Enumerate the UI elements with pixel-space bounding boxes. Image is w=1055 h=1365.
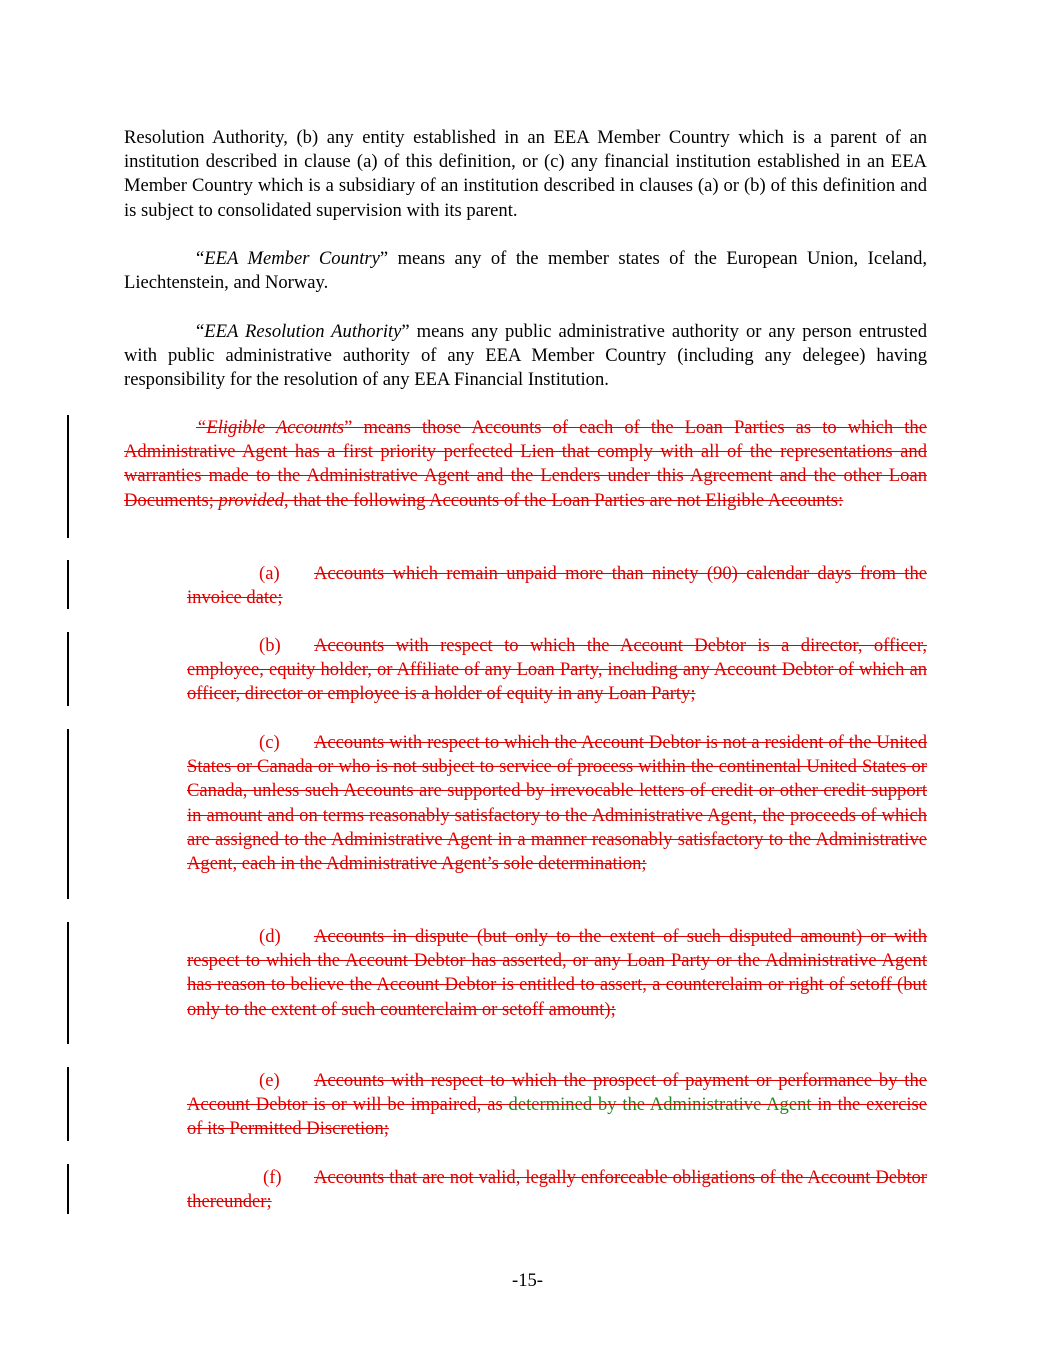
change-bar [67,729,69,899]
clause-e: (e) Accounts with respect to which the prospect of payment or performance by the Account Debtor is or will be impaired, as determined by the Administrative Agent in the exercise of its Permitted Discretion; [187,1070,927,1140]
clause-b: (b) Accounts with respect to which the Account Debtor is a director, officer, employee, equity holder, or Affiliate of any Loan Party, including any Account Debtor of which an officer, director or employee is a holder of equity in any Loan Party; [187,635,927,705]
clause-label: (e) [259,1070,280,1091]
change-bar [67,1164,69,1214]
clause-label: (c) [259,732,280,753]
clause-label: (d) [259,926,281,947]
intro-paragraph [124,126,927,223]
change-bar [67,922,69,1044]
defined-term: EEA Resolution Authority [204,321,402,342]
definition-eea-resolution-authority: “EEA Resolution Authority” means any public administrative authority or any person entrusted with public administrative authority of any EEA Member Country (including any delegee) having responsibility for the resolution of any EEA Financial Institution. [124,321,927,391]
change-bar [67,560,69,609]
clause-a: (a) Accounts which remain unpaid more than ninety (90) calendar days from the invoice date; [187,563,927,609]
change-bar [67,632,69,706]
clause-label: (f) [263,1167,282,1188]
clause-f: (f) Accounts that are not valid, legally enforceable obligations of the Account Debtor thereunder; [187,1167,927,1213]
definition-eligible-accounts: “Eligible Accounts” means those Accounts of each of the Loan Parties as to which the Administrative Agent has a first priority perfected Lien that comply with all of the representations and warranties made to the Administrative Agent and the Lenders under this Agreement and the other Loan Documents; provided, that the following Accounts of the Loan Parties are not Eligible Accounts: [124,417,927,511]
clause-label: (b) [259,635,281,656]
intro-text: Resolution Authority, (b) any entity established in an EEA Member Country which is a parent of an institution described in clause (a) of this definition, or (c) any financial institution established in an EEA Member Country which is a subsidiary of an institution described in clauses (a) or (b) of this definition and is subject to consolidated supervision with its parent. [124,127,927,221]
inserted-text: determined by the Administrative Agent [508,1094,812,1116]
change-bar [67,415,69,538]
clause-d: (d) Accounts in dispute (but only to the extent of such disputed amount) or with respect to which the Account Debtor has asserted, or any Loan Party or the Administrative Agent has reason to believe the Account Debtor is entitled to assert, a counterclaim or right of setoff (but only to the extent of such counterclaim or setoff amount); [187,926,927,1020]
page-number: -15- [512,1270,543,1291]
defined-term: EEA Member Country [204,248,380,269]
clause-label: (a) [259,563,280,584]
change-bar [67,1067,69,1141]
defined-term: “Eligible Accounts [196,417,345,438]
clause-c: (c) Accounts with respect to which the Account Debtor is not a resident of the United States or Canada or who is not subject to service of process within the continental United States or Canada, unless such Accounts are supported by irrevocable letters of credit or other credit support in amount and on terms reasonably satisfactory to the Administrative Agent, the proceeds of which are assigned to the Administrative Agent in a manner reasonably satisfactory to the Administrative Agent, each in the Administrative Agent’s sole determination; [187,732,927,875]
definition-eea-member-country: “EEA Member Country” means any of the member states of the European Union, Iceland, Liechtenstein, and Norway. [124,248,928,294]
